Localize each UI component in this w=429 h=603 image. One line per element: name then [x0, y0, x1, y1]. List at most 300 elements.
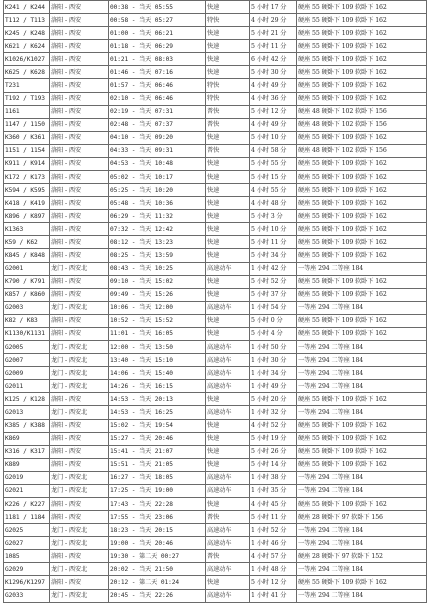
fare-cell: 一等座 294 二等座 184 — [297, 563, 427, 576]
fare-cell: 硬座 55 硬卧下 109 软卧下 162 — [297, 576, 427, 589]
route-cell: 洛阳 - 西安 — [50, 144, 109, 157]
duration-cell: 1 小时 50 分 — [250, 341, 297, 354]
train-type-cell: 快速 — [206, 236, 250, 249]
duration-cell: 5 小时 14 分 — [250, 458, 297, 471]
time-cell: 17:55 - 当天 23:06 — [109, 511, 206, 524]
table-row — [4, 79, 427, 92]
duration-cell: 1 小时 49 分 — [250, 380, 297, 393]
route-cell: 洛阳 - 西安 — [50, 92, 109, 105]
table-row — [4, 445, 427, 458]
duration-cell: 5 小时 0 分 — [250, 314, 297, 327]
fare-cell: 硬座 55 硬卧下 109 软卧下 162 — [297, 66, 427, 79]
route-cell: 洛阳 - 西安 — [50, 40, 109, 53]
fare-cell: 硬座 55 硬卧下 109 软卧下 162 — [297, 236, 427, 249]
table-row — [4, 393, 427, 406]
route-cell: 洛阳 - 西安 — [50, 184, 109, 197]
table-row — [4, 288, 427, 301]
duration-cell: 5 小时 34 分 — [250, 249, 297, 262]
train-type-cell: 快速 — [206, 327, 250, 340]
fare-cell: 硬座 48 硬卧下 102 软卧下 156 — [297, 144, 427, 157]
fare-cell: 硬座 55 硬卧下 109 软卧下 162 — [297, 288, 427, 301]
train-type-cell: 快速 — [206, 249, 250, 262]
train-number-cell: G2025 — [4, 524, 50, 537]
route-cell: 龙门 - 西安北 — [50, 563, 109, 576]
fare-cell: 硬座 48 硬卧下 102 软卧下 156 — [297, 118, 427, 131]
train-number-cell: 1147 / 1150 — [4, 118, 50, 131]
table-row — [4, 314, 427, 327]
fare-cell: 硬座 55 硬卧下 109 软卧下 162 — [297, 157, 427, 170]
train-number-cell: G2011 — [4, 380, 50, 393]
fare-cell: 硬座 55 硬卧下 109 软卧下 162 — [297, 497, 427, 510]
route-cell: 洛阳 - 西安 — [50, 458, 109, 471]
route-cell: 洛阳 - 西安 — [50, 197, 109, 210]
route-cell: 洛阳 - 西安 — [50, 550, 109, 563]
fare-cell: 一等座 294 二等座 184 — [297, 380, 427, 393]
table-row — [4, 458, 427, 471]
table-row — [4, 92, 427, 105]
train-type-cell: 高速动车 — [206, 563, 250, 576]
time-cell: 02:10 - 当天 06:46 — [109, 92, 206, 105]
fare-cell: 一等座 294 二等座 184 — [297, 471, 427, 484]
train-number-cell: G2033 — [4, 589, 50, 602]
time-cell: 15:51 - 当天 21:05 — [109, 458, 206, 471]
duration-cell: 4 小时 36 分 — [250, 92, 297, 105]
train-number-cell: 1161 — [4, 105, 50, 118]
duration-cell: 1 小时 42 分 — [250, 262, 297, 275]
train-type-cell: 高速动车 — [206, 380, 250, 393]
fare-cell: 硬座 55 硬卧下 109 软卧下 162 — [297, 197, 427, 210]
train-type-cell: 高速动车 — [206, 537, 250, 550]
train-type-cell: 快速 — [206, 157, 250, 170]
time-cell: 01:18 - 当天 06:29 — [109, 40, 206, 53]
duration-cell: 1 小时 46 分 — [250, 537, 297, 550]
fare-cell: 硬座 55 硬卧下 109 软卧下 162 — [297, 14, 427, 27]
fare-cell: 硬座 55 硬卧下 109 软卧下 162 — [297, 27, 427, 40]
time-cell: 00:58 - 当天 05:27 — [109, 14, 206, 27]
train-number-cell: K790 / K791 — [4, 275, 50, 288]
train-number-cell: K241 / K244 — [4, 1, 50, 14]
time-cell: 10:52 - 当天 15:52 — [109, 314, 206, 327]
table-row — [4, 223, 427, 236]
train-type-cell: 普快 — [206, 105, 250, 118]
table-row — [4, 327, 427, 340]
fare-cell: 一等座 294 二等座 184 — [297, 524, 427, 537]
route-cell: 洛阳 - 西安 — [50, 27, 109, 40]
route-cell: 洛阳 - 西安 — [50, 275, 109, 288]
fare-cell: 一等座 294 二等座 184 — [297, 301, 427, 314]
train-type-cell: 高速动车 — [206, 406, 250, 419]
time-cell: 18:23 - 当天 20:15 — [109, 524, 206, 537]
train-number-cell: K1130/K1131 — [4, 327, 50, 340]
time-cell: 07:32 - 当天 12:42 — [109, 223, 206, 236]
route-cell: 洛阳 - 西安 — [50, 157, 109, 170]
train-type-cell: 高速动车 — [206, 341, 250, 354]
table-row — [4, 576, 427, 589]
train-type-cell: 快速 — [206, 184, 250, 197]
time-cell: 20:12 - 第二天 01:24 — [109, 576, 206, 589]
table-row — [4, 171, 427, 184]
train-number-cell: K889 — [4, 458, 50, 471]
train-type-cell: 快速 — [206, 131, 250, 144]
train-number-cell: G2019 — [4, 471, 50, 484]
duration-cell: 5 小时 15 分 — [250, 171, 297, 184]
train-type-cell: 快速 — [206, 445, 250, 458]
time-cell: 09:49 - 当天 15:26 — [109, 288, 206, 301]
route-cell: 洛阳 - 西安 — [50, 432, 109, 445]
train-type-cell: 快速 — [206, 576, 250, 589]
duration-cell: 4 小时 29 分 — [250, 14, 297, 27]
time-cell: 12:00 - 当天 13:50 — [109, 341, 206, 354]
train-number-cell: K172 / K173 — [4, 171, 50, 184]
table-row — [4, 157, 427, 170]
table-row — [4, 118, 427, 131]
duration-cell: 4 小时 45 分 — [250, 497, 297, 510]
train-number-cell: K896 / K897 — [4, 210, 50, 223]
duration-cell: 4 小时 48 分 — [250, 197, 297, 210]
duration-cell: 5 小时 20 分 — [250, 393, 297, 406]
time-cell: 19:00 - 当天 20:46 — [109, 537, 206, 550]
train-type-cell: 快速 — [206, 288, 250, 301]
duration-cell: 5 小时 12 分 — [250, 105, 297, 118]
table-row — [4, 184, 427, 197]
route-cell: 洛阳 - 西安 — [50, 576, 109, 589]
route-cell: 洛阳 - 西安 — [50, 249, 109, 262]
time-cell: 05:48 - 当天 10:36 — [109, 197, 206, 210]
table-row — [4, 40, 427, 53]
duration-cell: 5 小时 11 分 — [250, 40, 297, 53]
time-cell: 09:10 - 当天 15:02 — [109, 275, 206, 288]
fare-cell: 硬座 55 硬卧下 109 软卧下 162 — [297, 1, 427, 14]
time-cell: 05:02 - 当天 10:17 — [109, 171, 206, 184]
train-number-cell: G2029 — [4, 563, 50, 576]
time-cell: 10:06 - 当天 12:00 — [109, 301, 206, 314]
duration-cell: 1 小时 35 分 — [250, 484, 297, 497]
train-type-cell: 快速 — [206, 432, 250, 445]
train-number-cell: K1296/K1297 — [4, 576, 50, 589]
train-type-cell: 特快 — [206, 79, 250, 92]
table-row — [4, 105, 427, 118]
time-cell: 01:46 - 当天 07:16 — [109, 66, 206, 79]
train-type-cell: 快速 — [206, 53, 250, 66]
duration-cell: 1 小时 34 分 — [250, 367, 297, 380]
train-type-cell: 快速 — [206, 40, 250, 53]
table-row — [4, 406, 427, 419]
duration-cell: 5 小时 26 分 — [250, 445, 297, 458]
train-type-cell: 快速 — [206, 314, 250, 327]
table-row — [4, 511, 427, 524]
route-cell: 龙门 - 西安北 — [50, 406, 109, 419]
fare-cell: 硬座 28 硬卧下 97 软卧下 152 — [297, 550, 427, 563]
table-row — [4, 66, 427, 79]
fare-cell: 硬座 55 硬卧下 109 软卧下 162 — [297, 79, 427, 92]
train-type-cell: 快速 — [206, 27, 250, 40]
train-number-cell: K594 / K595 — [4, 184, 50, 197]
route-cell: 龙门 - 西安北 — [50, 367, 109, 380]
time-cell: 15:02 - 当天 19:54 — [109, 419, 206, 432]
time-cell: 15:27 - 当天 20:46 — [109, 432, 206, 445]
duration-cell: 1 小时 32 分 — [250, 406, 297, 419]
train-type-cell: 高速动车 — [206, 354, 250, 367]
route-cell: 洛阳 - 西安 — [50, 210, 109, 223]
fare-cell: 硬座 55 硬卧下 109 软卧下 162 — [297, 53, 427, 66]
train-type-cell: 快速 — [206, 458, 250, 471]
table-row — [4, 524, 427, 537]
table-row — [4, 341, 427, 354]
train-type-cell: 快速 — [206, 223, 250, 236]
time-cell: 14:53 - 当天 16:25 — [109, 406, 206, 419]
table-row — [4, 249, 427, 262]
route-cell: 龙门 - 西安北 — [50, 524, 109, 537]
time-cell: 19:30 - 第二天 00:27 — [109, 550, 206, 563]
table-row — [4, 354, 427, 367]
fare-cell: 硬座 55 硬卧下 109 软卧下 162 — [297, 40, 427, 53]
time-cell: 06:29 - 当天 11:32 — [109, 210, 206, 223]
table-row — [4, 53, 427, 66]
route-cell: 龙门 - 西安北 — [50, 262, 109, 275]
time-cell: 04:53 - 当天 10:48 — [109, 157, 206, 170]
duration-cell: 1 小时 52 分 — [250, 524, 297, 537]
train-number-cell: G2009 — [4, 367, 50, 380]
table-row — [4, 380, 427, 393]
fare-cell: 硬座 55 硬卧下 109 软卧下 162 — [297, 131, 427, 144]
train-type-cell: 高速动车 — [206, 301, 250, 314]
fare-cell: 一等座 294 二等座 184 — [297, 406, 427, 419]
route-cell: 洛阳 - 西安 — [50, 236, 109, 249]
time-cell: 11:01 - 当天 16:05 — [109, 327, 206, 340]
route-cell: 洛阳 - 西安 — [50, 314, 109, 327]
route-cell: 龙门 - 西安北 — [50, 341, 109, 354]
train-number-cell: G2027 — [4, 537, 50, 550]
fare-cell: 硬座 55 硬卧下 109 软卧下 162 — [297, 419, 427, 432]
fare-cell: 硬座 55 硬卧下 109 软卧下 162 — [297, 249, 427, 262]
time-cell: 14:26 - 当天 16:15 — [109, 380, 206, 393]
duration-cell: 5 小时 11 分 — [250, 511, 297, 524]
table-row — [4, 537, 427, 550]
table-row — [4, 236, 427, 249]
train-type-cell: 快速 — [206, 275, 250, 288]
timetable-body — [4, 1, 427, 603]
duration-cell: 5 小时 3 分 — [250, 210, 297, 223]
table-row — [4, 131, 427, 144]
table-row — [4, 301, 427, 314]
time-cell: 05:25 - 当天 10:20 — [109, 184, 206, 197]
route-cell: 龙门 - 西安北 — [50, 484, 109, 497]
duration-cell: 5 小时 21 分 — [250, 27, 297, 40]
table-row — [4, 210, 427, 223]
time-cell: 08:43 - 当天 10:25 — [109, 262, 206, 275]
fare-cell: 一等座 294 二等座 184 — [297, 341, 427, 354]
route-cell: 洛阳 - 西安 — [50, 105, 109, 118]
fare-cell: 一等座 294 二等座 184 — [297, 589, 427, 602]
duration-cell: 4 小时 49 分 — [250, 79, 297, 92]
train-number-cell: G2003 — [4, 301, 50, 314]
train-number-cell: K418 / K419 — [4, 197, 50, 210]
duration-cell: 5 小时 17 分 — [250, 1, 297, 14]
train-number-cell: K621 / K624 — [4, 40, 50, 53]
duration-cell: 1 小时 54 分 — [250, 301, 297, 314]
route-cell: 龙门 - 西安北 — [50, 301, 109, 314]
train-type-cell: 快速 — [206, 171, 250, 184]
train-number-cell: K245 / K248 — [4, 27, 50, 40]
train-number-cell: 1181 / 1184 — [4, 511, 50, 524]
train-number-cell: K1026/K1027 — [4, 53, 50, 66]
train-number-cell: K226 / K227 — [4, 497, 50, 510]
route-cell: 洛阳 - 西安 — [50, 419, 109, 432]
table-row — [4, 144, 427, 157]
time-cell: 14:06 - 当天 15:40 — [109, 367, 206, 380]
route-cell: 龙门 - 西安北 — [50, 380, 109, 393]
train-number-cell: K59 / K62 — [4, 236, 50, 249]
fare-cell: 一等座 294 二等座 184 — [297, 367, 427, 380]
route-cell: 洛阳 - 西安 — [50, 393, 109, 406]
route-cell: 洛阳 - 西安 — [50, 131, 109, 144]
table-row — [4, 589, 427, 602]
train-type-cell: 快速 — [206, 497, 250, 510]
fare-cell: 硬座 55 硬卧下 109 软卧下 162 — [297, 432, 427, 445]
train-number-cell: G2013 — [4, 406, 50, 419]
train-type-cell: 高速动车 — [206, 367, 250, 380]
fare-cell: 一等座 294 二等座 184 — [297, 262, 427, 275]
duration-cell: 5 小时 10 分 — [250, 131, 297, 144]
duration-cell: 5 小时 19 分 — [250, 432, 297, 445]
time-cell: 04:10 - 当天 09:20 — [109, 131, 206, 144]
duration-cell: 1 小时 48 分 — [250, 563, 297, 576]
train-number-cell: G2005 — [4, 341, 50, 354]
train-number-cell: G2007 — [4, 354, 50, 367]
duration-cell: 5 小时 52 分 — [250, 275, 297, 288]
route-cell: 龙门 - 西安北 — [50, 471, 109, 484]
time-cell: 17:25 - 当天 19:00 — [109, 484, 206, 497]
train-number-cell: K911 / K914 — [4, 157, 50, 170]
duration-cell: 1 小时 30 分 — [250, 354, 297, 367]
train-type-cell: 快速 — [206, 197, 250, 210]
train-number-cell: K316 / K317 — [4, 445, 50, 458]
table-row — [4, 497, 427, 510]
route-cell: 洛阳 - 西安 — [50, 511, 109, 524]
train-type-cell: 高速动车 — [206, 524, 250, 537]
time-cell: 01:00 - 当天 06:21 — [109, 27, 206, 40]
table-row — [4, 275, 427, 288]
train-type-cell: 高速动车 — [206, 471, 250, 484]
duration-cell: 4 小时 55 分 — [250, 184, 297, 197]
train-number-cell: K845 / K848 — [4, 249, 50, 262]
fare-cell: 硬座 55 硬卧下 109 软卧下 162 — [297, 171, 427, 184]
time-cell: 01:57 - 当天 06:46 — [109, 79, 206, 92]
duration-cell: 5 小时 11 分 — [250, 236, 297, 249]
train-timetable — [3, 0, 427, 603]
fare-cell: 硬座 55 硬卧下 109 软卧下 162 — [297, 184, 427, 197]
duration-cell: 5 小时 10 分 — [250, 223, 297, 236]
route-cell: 龙门 - 西安北 — [50, 537, 109, 550]
time-cell: 02:48 - 当天 07:37 — [109, 118, 206, 131]
train-number-cell: K360 / K361 — [4, 131, 50, 144]
train-type-cell: 普快 — [206, 144, 250, 157]
table-row — [4, 471, 427, 484]
fare-cell: 硬座 55 硬卧下 109 软卧下 162 — [297, 327, 427, 340]
fare-cell: 硬座 55 硬卧下 109 软卧下 162 — [297, 210, 427, 223]
fare-cell: 硬座 55 硬卧下 109 软卧下 162 — [297, 92, 427, 105]
train-number-cell: T192 / T193 — [4, 92, 50, 105]
time-cell: 20:45 - 当天 22:26 — [109, 589, 206, 602]
route-cell: 洛阳 - 西安 — [50, 118, 109, 131]
duration-cell: 5 小时 55 分 — [250, 157, 297, 170]
duration-cell: 1 小时 41 分 — [250, 589, 297, 602]
train-type-cell: 普快 — [206, 550, 250, 563]
time-cell: 02:19 - 当天 07:31 — [109, 105, 206, 118]
time-cell: 08:12 - 当天 13:23 — [109, 236, 206, 249]
table-row — [4, 197, 427, 210]
route-cell: 洛阳 - 西安 — [50, 171, 109, 184]
route-cell: 洛阳 - 西安 — [50, 445, 109, 458]
time-cell: 08:25 - 当天 13:59 — [109, 249, 206, 262]
train-type-cell: 快速 — [206, 393, 250, 406]
duration-cell: 4 小时 57 分 — [250, 550, 297, 563]
duration-cell: 6 小时 42 分 — [250, 53, 297, 66]
train-type-cell: 快速 — [206, 419, 250, 432]
duration-cell: 5 小时 30 分 — [250, 66, 297, 79]
train-number-cell: K625 / K628 — [4, 66, 50, 79]
table-row — [4, 262, 427, 275]
time-cell: 17:43 - 当天 22:28 — [109, 497, 206, 510]
duration-cell: 1 小时 38 分 — [250, 471, 297, 484]
route-cell: 洛阳 - 西安 — [50, 223, 109, 236]
time-cell: 04:33 - 当天 09:31 — [109, 144, 206, 157]
train-type-cell: 高速动车 — [206, 484, 250, 497]
train-number-cell: K1363 — [4, 223, 50, 236]
fare-cell: 一等座 294 二等座 184 — [297, 484, 427, 497]
train-type-cell: 普快 — [206, 511, 250, 524]
time-cell: 20:02 - 当天 21:50 — [109, 563, 206, 576]
route-cell: 洛阳 - 西安 — [50, 327, 109, 340]
train-type-cell: 快速 — [206, 66, 250, 79]
table-row — [4, 550, 427, 563]
train-type-cell: 特快 — [206, 14, 250, 27]
fare-cell: 硬座 55 硬卧下 109 软卧下 162 — [297, 393, 427, 406]
route-cell: 龙门 - 西安北 — [50, 589, 109, 602]
train-number-cell: K857 / K860 — [4, 288, 50, 301]
route-cell: 洛阳 - 西安 — [50, 79, 109, 92]
route-cell: 洛阳 - 西安 — [50, 1, 109, 14]
train-type-cell: 高速动车 — [206, 262, 250, 275]
duration-cell: 4 小时 52 分 — [250, 419, 297, 432]
table-row — [4, 14, 427, 27]
train-type-cell: 高速动车 — [206, 589, 250, 602]
train-type-cell: 快速 — [206, 210, 250, 223]
fare-cell: 硬座 28 硬卧下 97 软卧下 156 — [297, 511, 427, 524]
fare-cell: 一等座 294 二等座 184 — [297, 354, 427, 367]
train-number-cell: K125 / K128 — [4, 393, 50, 406]
train-number-cell: G2021 — [4, 484, 50, 497]
fare-cell: 硬座 55 硬卧下 109 软卧下 162 — [297, 458, 427, 471]
fare-cell: 一等座 294 二等座 184 — [297, 537, 427, 550]
train-number-cell: K869 — [4, 432, 50, 445]
route-cell: 洛阳 - 西安 — [50, 66, 109, 79]
train-number-cell: K385 / K388 — [4, 419, 50, 432]
route-cell: 洛阳 - 西安 — [50, 14, 109, 27]
table-row — [4, 563, 427, 576]
table-row — [4, 367, 427, 380]
fare-cell: 硬座 55 硬卧下 109 软卧下 162 — [297, 223, 427, 236]
train-number-cell: 1085 — [4, 550, 50, 563]
train-number-cell: T231 — [4, 79, 50, 92]
time-cell: 14:53 - 当天 20:13 — [109, 393, 206, 406]
train-type-cell: 快速 — [206, 1, 250, 14]
duration-cell: 5 小时 37 分 — [250, 288, 297, 301]
fare-cell: 硬座 55 硬卧下 109 软卧下 162 — [297, 275, 427, 288]
table-row — [4, 484, 427, 497]
train-number-cell: T112 / T113 — [4, 14, 50, 27]
train-type-cell: 特快 — [206, 92, 250, 105]
